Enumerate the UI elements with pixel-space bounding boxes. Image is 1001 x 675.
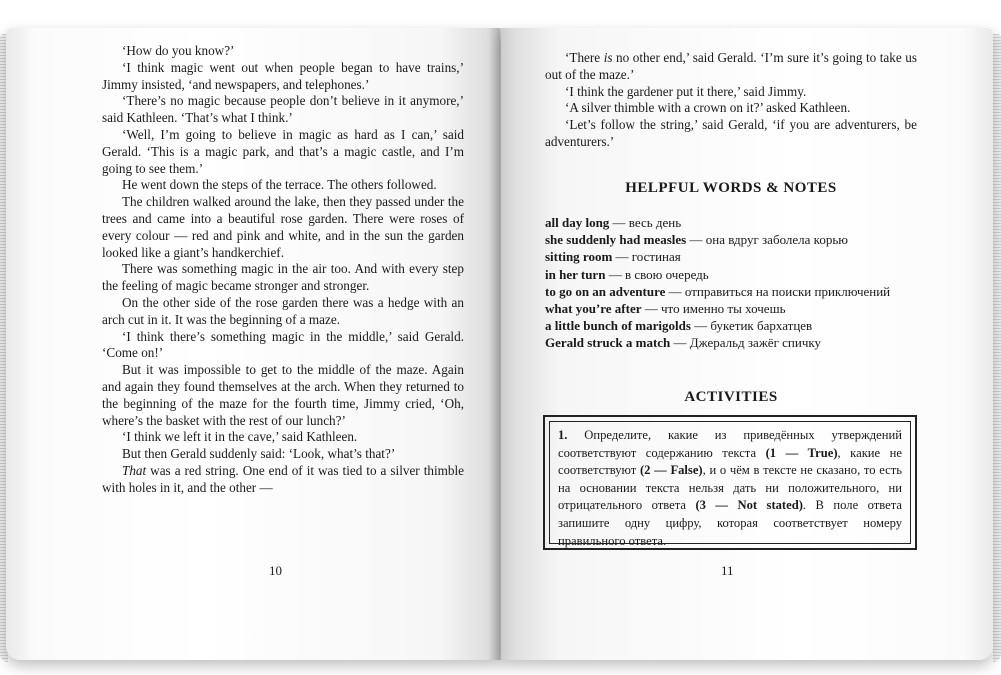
paragraph-rest: was a red string. One end of it was tied to a silver thimble with holes in it, and the other — (102, 462, 464, 495)
note-translation: — весь день (609, 215, 682, 230)
paragraph: ‘I think magic went out when people began to have trains,’ Jimmy insisted, ‘and newspapers, and telephones.’ (102, 59, 464, 92)
false-label: (2 — False) (639, 463, 703, 478)
note-term: all day long (545, 215, 610, 230)
paragraph (545, 50, 917, 84)
not-stated-label: (3 — Not stated) (695, 498, 803, 513)
vocabulary-notes (545, 214, 917, 352)
task-text: , какие не соответствуют (558, 445, 902, 478)
note-item (545, 300, 917, 317)
paragraph: ‘I think we left it in the cave,’ said Kathleen. (122, 429, 358, 445)
note-item (545, 317, 917, 334)
note-term: what you’re after (545, 301, 642, 317)
task-instructions (549, 421, 911, 548)
book-gutter (488, 28, 514, 660)
activities-heading: ACTIVITIES (684, 389, 778, 405)
paragraph: ‘I think there’s something magic in the middle,’ said Gerald. ‘Come on!’ (102, 328, 464, 361)
notes-heading: HELPFUL WORDS & NOTES (625, 180, 837, 196)
paragraph: ‘There’s no magic because people don’t believe in it anymore,’ said Kathleen. ‘That’s what I think.’ (102, 93, 464, 126)
paragraph: ‘How do you know?’ (122, 43, 235, 58)
note-translation: — в свою очередь (605, 266, 709, 282)
paragraph: But it was impossible to get to the middle of the maze. Again and again they found themselves at the arch. When they returned to the beginning of the maze for the fourth time, Jimmy cried, ‘Oh, where’s the basket with the rest of our lunch?’ (102, 362, 464, 428)
right-page-text (545, 50, 917, 151)
note-term: a little bunch of marigolds (545, 318, 691, 334)
note-term: she suddenly had measles (545, 232, 687, 248)
note-item (545, 334, 917, 351)
task-number: 1. (558, 428, 568, 442)
italic-word: is (603, 50, 613, 65)
task-text: , и о чём в тексте не сказано, то есть на основании текста нельзя дать ни положительного, ни отрицательного ответа (558, 463, 902, 513)
paragraph: But then Gerald suddenly said: ‘Look, what’s that?’ (122, 446, 396, 462)
paragraph: On the other side of the rose garden there was a hedge with an arch cut in it. It was the beginning of a maze. (102, 294, 464, 327)
note-translation: — что именно ты хочешь (641, 301, 786, 317)
note-term: Gerald struck a match (545, 335, 671, 351)
note-term: to go on an adventure (545, 283, 666, 299)
page-number-right: 11 (721, 563, 734, 578)
task-text: Определите, какие из приведённых утверждений соответствуют содержанию текста (558, 428, 902, 460)
true-label: (1 — True) (765, 445, 838, 460)
task-text: . В поле ответа запишите одну цифру, которая соответствует номеру правильного ответа. (558, 498, 902, 548)
note-translation: — букетик бархатцев (690, 318, 813, 334)
note-item (545, 283, 917, 300)
task-box (543, 415, 917, 550)
paragraph-rest: no other end,’ said Gerald. ‘I’m sure it’s going to take us out of the maze.’ (545, 50, 917, 82)
note-item (545, 231, 917, 248)
note-term: sitting room (545, 249, 613, 265)
note-translation: — Джеральд зажёг спичку (670, 335, 822, 351)
note-translation: — отправиться на поиски приключений (665, 283, 891, 299)
paragraph: ‘Well, I’m going to believe in magic as hard as I can,’ said Gerald. ‘This is a magic park, and that’s a magic castle, and I’m going to see them.’ (102, 126, 464, 176)
page-number-left: 10 (269, 563, 282, 578)
note-item (545, 214, 917, 231)
paragraph-last (102, 463, 464, 497)
paragraph: The children walked around the lake, then they passed under the trees and came into a beautiful rose garden. There were roses of every colour — red and pink and white, and in the sun the garden looked like a giant’s handkerchief. (102, 194, 464, 260)
note-item (545, 266, 917, 283)
paragraph: There was something magic in the air too. And with every step the feeling of magic became stronger and stronger. (102, 261, 464, 294)
paragraph: He went down the steps of the terrace. The others followed. (122, 177, 437, 193)
note-translation: — гостиная (612, 249, 681, 265)
paragraph-start: ‘There (565, 50, 604, 65)
note-term: in her turn (545, 266, 606, 282)
note-item (545, 248, 917, 265)
paragraph: ‘A silver thimble with a crown on it?’ asked Kathleen. (565, 100, 851, 116)
paragraph: ‘I think the gardener put it there,’ said Jimmy. (565, 83, 807, 99)
note-translation: — она вдруг заболела корью (686, 232, 848, 248)
left-page-text (102, 43, 464, 497)
italic-word: That (122, 462, 147, 478)
paragraph: ‘Let’s follow the string,’ said Gerald, ‘if you are adventurers, be adventurers.’ (545, 117, 917, 149)
right-page-edges (993, 34, 1001, 662)
